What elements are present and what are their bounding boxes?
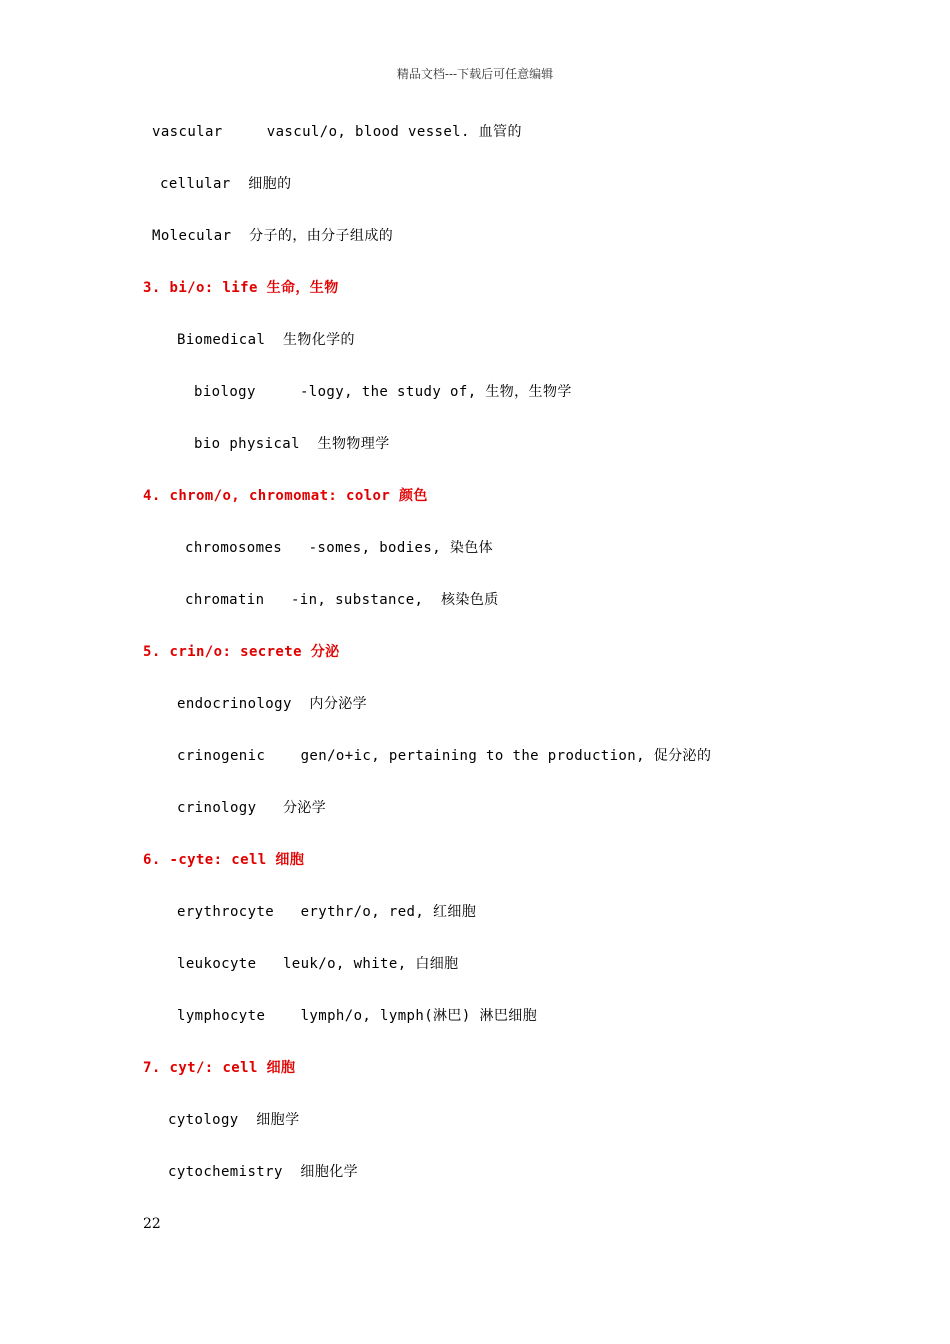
entry-biomedical: Biomedical 生物化学的	[177, 332, 355, 348]
entry-chromatin: chromatin -in, substance, 核染色质	[185, 592, 499, 608]
entry-lymphocyte: lymphocyte lymph/o, lymph(淋巴) 淋巴细胞	[177, 1008, 538, 1024]
entry-biology: biology -logy, the study of, 生物，生物学	[194, 384, 572, 400]
section-heading-cyte: 6. -cyte: cell 细胞	[143, 852, 305, 868]
entry-erythrocyte: erythrocyte erythr/o, red, 红细胞	[177, 904, 477, 920]
section-heading-crin: 5. crin/o: secrete 分泌	[143, 644, 340, 660]
entry-bio-physical: bio physical 生物物理学	[194, 436, 390, 452]
entry-crinogenic: crinogenic gen/o+ic, pertaining to the production, 促分泌的	[177, 748, 712, 764]
entry-chromosomes: chromosomes -somes, bodies, 染色体	[185, 540, 494, 556]
entry-vascular: vascular vascul/o, blood vessel. 血管的	[152, 124, 522, 140]
page-header: 精品文档---下载后可任意编辑	[396, 67, 554, 81]
entry-leukocyte: leukocyte leuk/o, white, 白细胞	[177, 956, 459, 972]
page-number: 22	[143, 1216, 161, 1232]
entry-crinology: crinology 分泌学	[177, 800, 327, 816]
entry-cytochemistry: cytochemistry 细胞化学	[168, 1164, 359, 1180]
entry-molecular: Molecular 分子的，由分子组成的	[152, 228, 394, 244]
entry-endocrinology: endocrinology 内分泌学	[177, 696, 368, 712]
entry-cellular: cellular 细胞的	[160, 176, 292, 192]
section-heading-bio: 3. bi/o: life 生命，生物	[143, 280, 339, 296]
section-heading-chrom: 4. chrom/o, chromomat: color 颜色	[143, 488, 428, 504]
section-heading-cyt: 7. cyt/: cell 细胞	[143, 1060, 296, 1076]
entry-cytology: cytology 细胞学	[168, 1112, 300, 1128]
